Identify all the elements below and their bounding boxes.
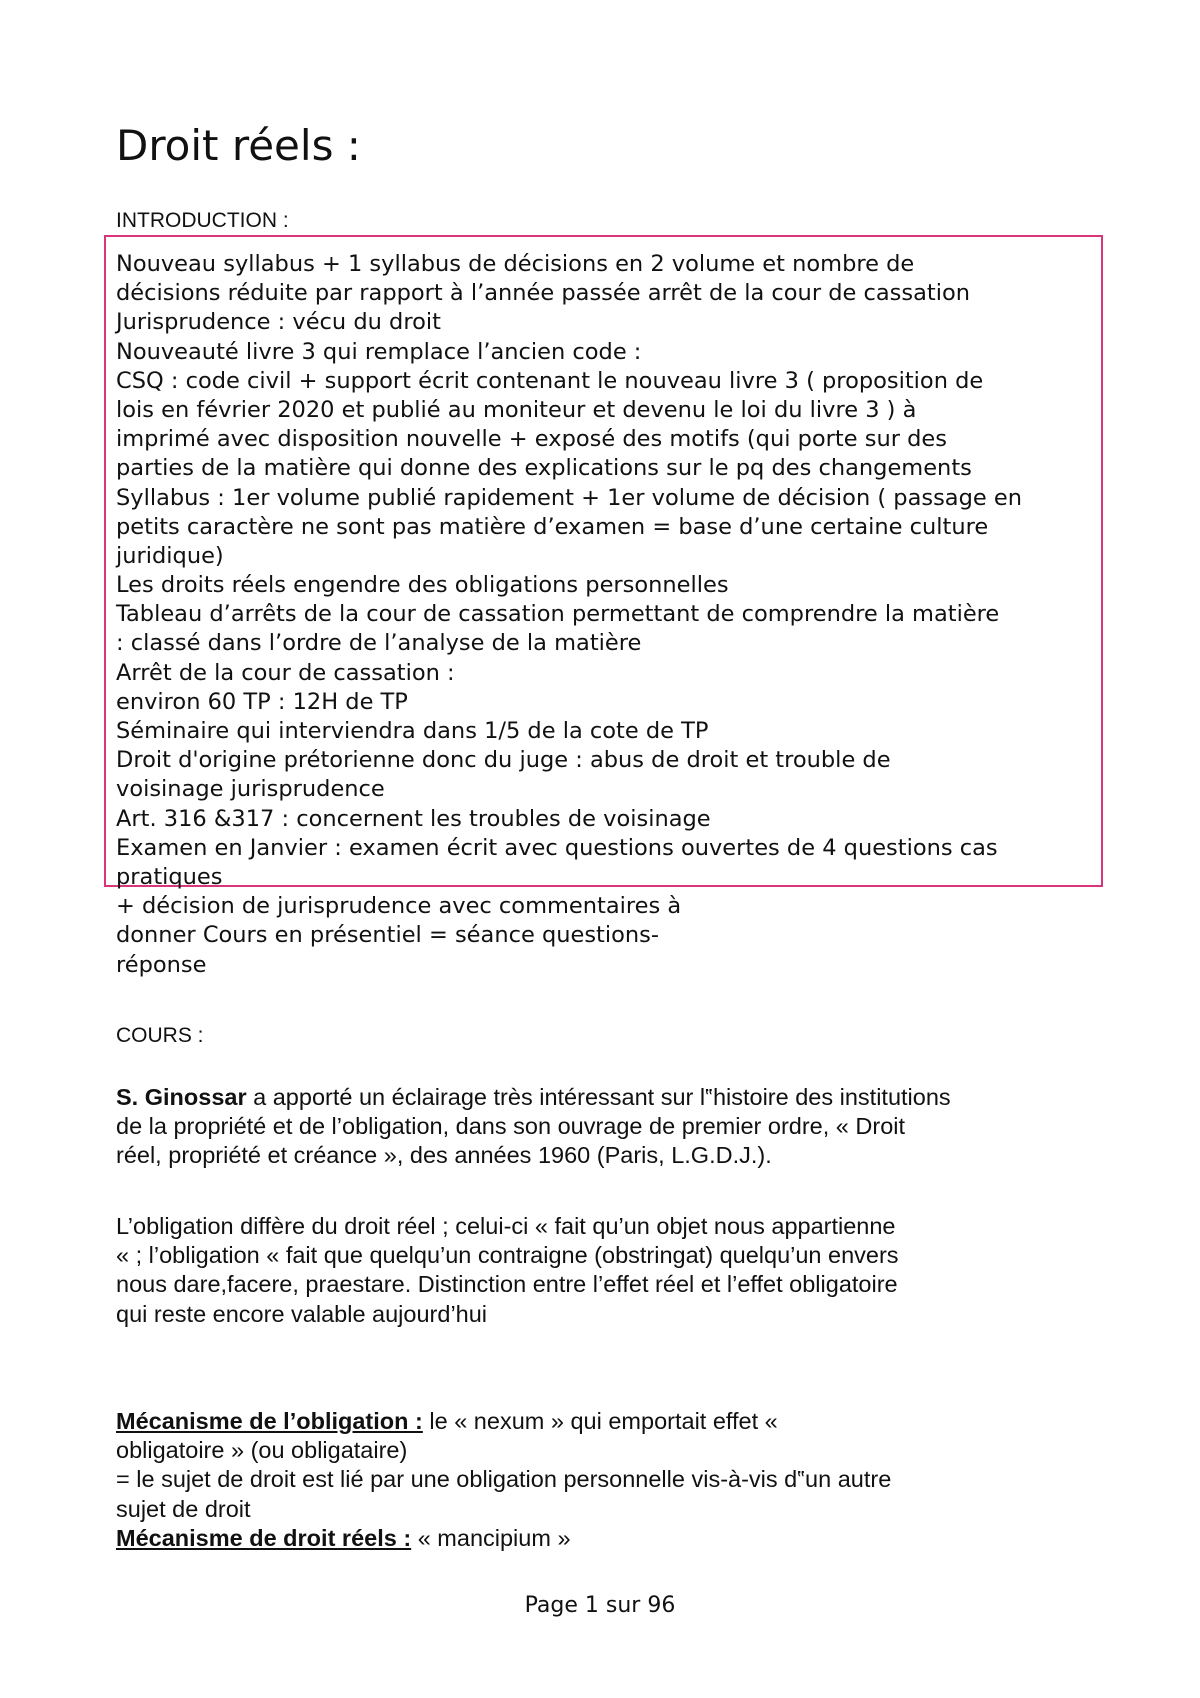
droit-reels-mechanism-label: Mécanisme de droit réels :: [116, 1524, 412, 1551]
intro-line: voisinage jurisprudence: [116, 776, 385, 803]
paragraph-line: « ; l’obligation « fait que quelqu’un contraigne (obstringat) quelqu’un envers: [116, 1242, 899, 1269]
intro-line: Tableau d’arrêts de la cour de cassation permettant de comprendre la matière: [116, 601, 1000, 628]
paragraph-line: [116, 1083, 951, 1112]
intro-line: décisions réduite par rapport à l’année passée arrêt de la cour de cassation: [116, 280, 970, 307]
obligation-mechanism-label: Mécanisme de l’obligation :: [116, 1408, 423, 1434]
intro-line: CSQ : code civil + support écrit contenant le nouveau livre 3 ( proposition de: [116, 367, 984, 394]
paragraph-line: réel, propriété et créance », des années 1960 (Paris, L.G.D.J.).: [116, 1142, 772, 1169]
introduction-heading: INTRODUCTION :: [116, 209, 289, 232]
intro-line: Syllabus : 1er volume publié rapidement + 1er volume de décision ( passage en: [116, 484, 1022, 511]
intro-line: lois en février 2020 et publié au moniteur et devenu le loi du livre 3 ) à: [116, 396, 917, 423]
intro-line: Séminaire qui interviendra dans 1/5 de la cote de TP: [116, 718, 709, 744]
intro-line: pratiques: [116, 863, 223, 890]
intro-line: Droit d'origine prétorienne donc du juge : abus de droit et trouble de: [116, 747, 891, 774]
intro-line: donner Cours en présentiel = séance questions-: [116, 922, 659, 949]
mechanisms-section: [116, 1407, 891, 1553]
intro-line: Les droits réels engendre des obligations personnelles: [116, 572, 729, 599]
intro-line: Nouveau syllabus + 1 syllabus de décisions en 2 volume et nombre de: [116, 251, 915, 277]
intro-line: Jurisprudence : vécu du droit: [116, 309, 441, 336]
mechanism-text: « mancipium »: [411, 1524, 571, 1551]
intro-line: + décision de jurisprudence avec commentaires à: [116, 893, 682, 920]
mechanism-line: [116, 1524, 891, 1553]
paragraph-line: de la propriété et de l’obligation, dans son ouvrage de premier ordre, « Droit: [116, 1113, 906, 1140]
intro-line: Art. 316 &317 : concernent les troubles de voisinage: [116, 805, 711, 832]
intro-line: : classé dans l’ordre de l’analyse de la matière: [116, 630, 642, 657]
mechanism-line: sujet de droit: [116, 1495, 251, 1522]
intro-line: environ 60 TP : 12H de TP: [116, 688, 408, 715]
paragraph-line: L’obligation diffère du droit réel ; celui-ci « fait qu’un objet nous appartienne: [116, 1213, 896, 1239]
cours-heading: COURS :: [116, 1024, 204, 1047]
mechanism-line: = le sujet de droit est lié par une obligation personnelle vis-à-vis d‟un autre: [116, 1466, 892, 1493]
page-number: Page 1 sur 96: [524, 1593, 676, 1618]
intro-line: Examen en Janvier : examen écrit avec questions ouvertes de 4 questions cas: [116, 834, 998, 861]
paragraph-line: qui reste encore valable aujourd’hui: [116, 1300, 488, 1327]
introduction-lines: [116, 250, 1022, 980]
paragraph-text: a apporté un éclairage très intéressant sur l‟histoire des institutions: [246, 1084, 951, 1110]
intro-line: Nouveauté livre 3 qui remplace l’ancien code :: [116, 338, 642, 365]
document-title: Droit réels :: [116, 121, 361, 170]
author-name: S. Ginossar: [116, 1084, 247, 1110]
obligation-paragraph: [116, 1212, 899, 1329]
mechanism-line: [116, 1407, 891, 1436]
intro-line: réponse: [116, 951, 207, 978]
paragraph-line: nous dare,facere, praestare. Distinction entre l’effet réel et l’effet obligatoire: [116, 1271, 898, 1298]
intro-line: Arrêt de la cour de cassation :: [116, 659, 455, 686]
intro-line: parties de la matière qui donne des explications sur le pq des changements: [116, 455, 972, 482]
mechanism-line: obligatoire » (ou obligataire): [116, 1437, 408, 1464]
mechanism-text: le « nexum » qui emportait effet «: [422, 1408, 778, 1434]
intro-line: juridique): [116, 542, 224, 569]
intro-line: petits caractère ne sont pas matière d’examen = base d’une certaine culture: [116, 513, 989, 540]
intro-line: imprimé avec disposition nouvelle + exposé des motifs (qui porte sur des: [116, 426, 947, 453]
ginossar-paragraph: [116, 1083, 951, 1171]
